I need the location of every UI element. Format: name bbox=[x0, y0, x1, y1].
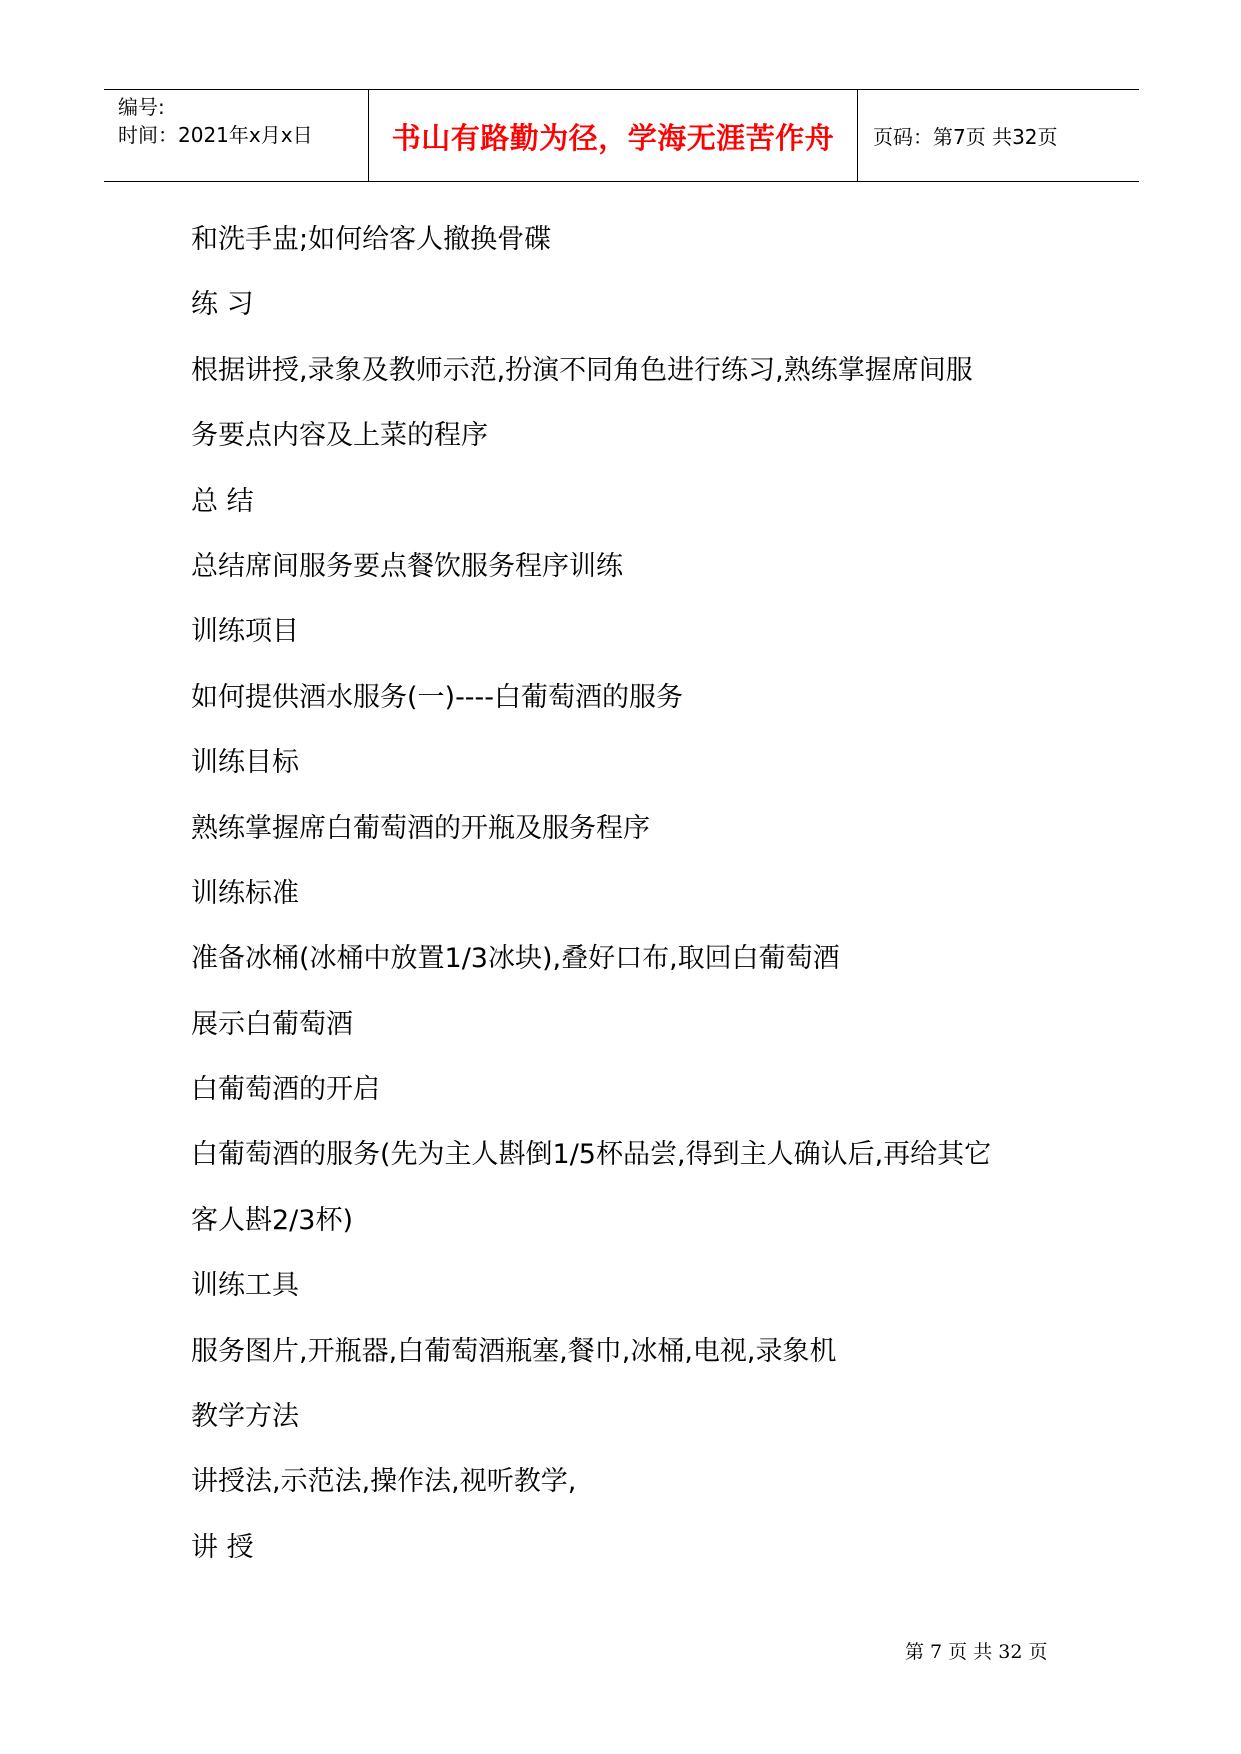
body-line: 如何提供酒水服务(一)----白葡萄酒的服务 bbox=[191, 681, 684, 713]
body-line: 总结席间服务要点餐饮服务程序训练 bbox=[191, 550, 623, 582]
document-number-label: 编号: bbox=[118, 95, 165, 119]
body-line: 练 习 bbox=[191, 289, 254, 321]
body-line: 熟练掌握席白葡萄酒的开瓶及服务程序 bbox=[191, 812, 650, 844]
body-line: 白葡萄酒的服务(先为主人斟倒1/5杯品尝,得到主人确认后,再给其它 bbox=[191, 1139, 992, 1171]
body-line: 总 结 bbox=[191, 485, 254, 517]
header-divider-right bbox=[857, 90, 858, 181]
body-line: 训练工具 bbox=[191, 1270, 299, 1302]
body-line: 服务图片,开瓶器,白葡萄酒瓶塞,餐巾,冰桶,电视,录象机 bbox=[191, 1335, 837, 1367]
body-line: 根据讲授,录象及教师示范,扮演不同角色进行练习,熟练掌握席间服 bbox=[191, 354, 973, 386]
body-line: 务要点内容及上菜的程序 bbox=[191, 420, 488, 452]
body-line: 客人斟2/3杯) bbox=[191, 1204, 353, 1236]
header-meta bbox=[118, 93, 313, 149]
body-line: 讲授法,示范法,操作法,视听教学, bbox=[191, 1466, 577, 1498]
body-line: 训练标准 bbox=[191, 877, 299, 909]
body-line: 教学方法 bbox=[191, 1401, 299, 1433]
body-line: 展示白葡萄酒 bbox=[191, 1008, 353, 1040]
body-line: 和洗手盅;如何给客人撤换骨碟 bbox=[191, 224, 552, 255]
body-line: 准备冰桶(冰桶中放置1/3冰块),叠好口布,取回白葡萄酒 bbox=[191, 943, 840, 975]
page-footer: 第 7 页 共 32 页 bbox=[905, 1641, 1048, 1663]
body-line: 白葡萄酒的开启 bbox=[191, 1074, 380, 1106]
header-motto-cell bbox=[369, 90, 857, 181]
body-line: 训练目标 bbox=[191, 747, 299, 779]
header-page-label: 页码：第7页 共32页 bbox=[873, 125, 1058, 149]
document-body bbox=[191, 223, 1091, 1596]
document-time-label: 时间：2021年x月x日 bbox=[118, 123, 313, 147]
header-motto: 书山有路勤为径，学海无涯苦作舟 bbox=[391, 121, 835, 155]
body-line: 讲 授 bbox=[191, 1531, 254, 1563]
page-header bbox=[104, 89, 1139, 182]
body-line: 训练项目 bbox=[191, 616, 299, 648]
